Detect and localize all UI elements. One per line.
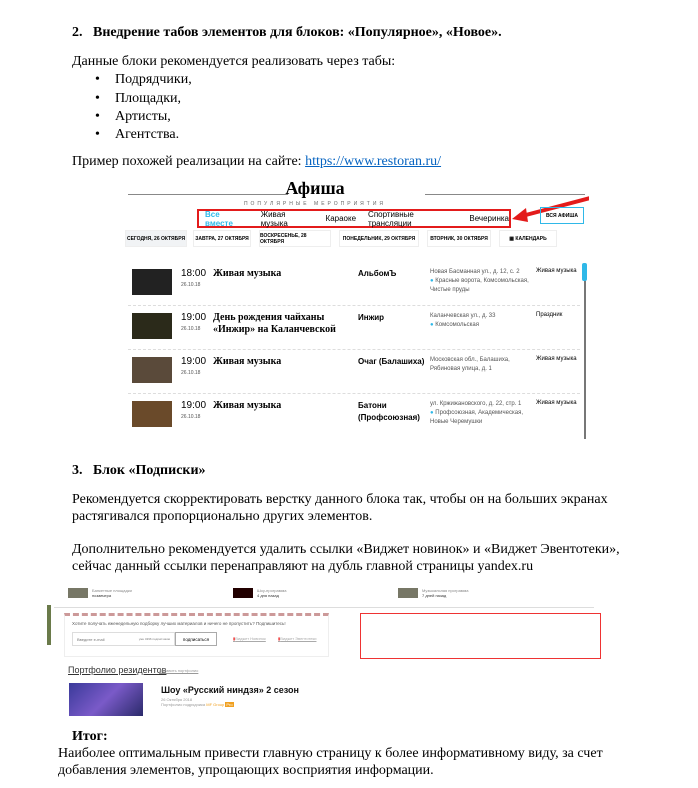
day-tuesday[interactable]: ВТОРНИК, 30 ОКТЯБРЯ — [427, 230, 491, 247]
empty-area-highlight — [360, 613, 601, 659]
event-time: 18:00 — [181, 268, 207, 279]
widget-eventoteka-link[interactable]: ▮Виджет Эвентотеки — [278, 636, 317, 641]
event-title[interactable]: Живая музыка — [213, 400, 282, 411]
event-image — [132, 313, 172, 339]
event-image — [132, 269, 172, 295]
feed-item[interactable]: Музыкальная программа 7 дней назад — [422, 588, 469, 598]
list-item: • Площадки, — [95, 91, 181, 107]
tab-party[interactable]: Вечеринка — [469, 214, 509, 223]
scrollbar[interactable] — [584, 266, 586, 439]
summary-title: Итог: — [72, 729, 108, 744]
event-title[interactable]: День рождения чайханы «Инжир» на Каланчевской — [213, 312, 336, 335]
event-address: Каланчевская ул., д. 33 ● Комсомольская — [430, 313, 496, 328]
all-afisha-button[interactable]: ВСЯ АФИША — [540, 207, 584, 224]
email-input[interactable]: Введите e-mail уже 4396 подписчиков — [72, 632, 175, 646]
list-item: • Подрядчики, — [95, 72, 192, 88]
tabs-highlight — [197, 209, 511, 228]
widget-new-link[interactable]: ▮Виджет Новинок — [233, 636, 266, 641]
show-image — [69, 683, 143, 716]
summary-text: добавления элементов, упрощающих восприятия информации. — [58, 763, 434, 778]
event-address: ул. Кржижановского, д. 22, стр. 1 ● Профсоюзная, Академическая, Новые Черемушки — [430, 401, 523, 425]
event-date: 26.10.18 — [181, 370, 201, 376]
tab-sports[interactable]: Спортивные трансляции — [368, 209, 414, 228]
event-row[interactable] — [128, 394, 580, 438]
event-venue[interactable]: Батони (Профсоюзная) — [358, 401, 420, 422]
paragraph: Рекомендуется скорректировать верстку данного блока так, чтобы он на больших экранах — [72, 492, 608, 507]
event-row[interactable] — [128, 262, 580, 306]
feed-item[interactable]: Шоу-программа 4 дня назад — [257, 588, 287, 598]
example-line: Пример похожей реализации на сайте: https://www.restoran.ru/ — [72, 154, 442, 169]
event-row[interactable] — [128, 306, 580, 350]
event-category: Живая музыка — [536, 356, 577, 362]
subscribe-text: Хотите получать еженедельную подборку лучших материалов и ничего не пропустить? Подпишитесь! — [72, 621, 286, 626]
day-tomorrow[interactable]: ЗАВТРА, 27 ОКТЯБРЯ — [193, 230, 251, 247]
paragraph: Дополнительно рекомендуется удалить ссылки «Виджет новинок» и «Виджет Эвентотеки», — [72, 542, 620, 557]
section-3-heading: 3. Блок «Подписки» — [72, 463, 206, 478]
event-venue[interactable]: АльбомЪ — [358, 269, 397, 278]
add-portfolio-link[interactable]: Добавить портфолио — [159, 668, 199, 673]
feed-item[interactable]: Банкетные площадки позавчера — [92, 588, 132, 598]
calendar-icon: ▦ — [509, 235, 516, 242]
subscription-screenshot — [47, 585, 611, 716]
event-category: Живая музыка — [536, 400, 577, 406]
event-venue[interactable]: Инжир — [358, 313, 385, 322]
event-title[interactable]: Живая музыка — [213, 356, 282, 367]
show-title[interactable]: Шоу «Русский ниндзя» 2 сезон — [161, 685, 299, 695]
show-meta: Портфолио подрядчика MF Group Pro — [161, 702, 233, 707]
event-category: Праздник — [536, 312, 563, 318]
tab-all[interactable]: Все вместе — [205, 209, 233, 228]
restoran-screenshot — [125, 178, 589, 439]
section-2-intro: Данные блоки рекомендуется реализовать через табы: — [72, 54, 396, 69]
subscribe-box — [64, 613, 329, 657]
event-image — [132, 357, 172, 383]
event-date: 26.10.18 — [181, 326, 201, 332]
event-venue[interactable]: Очаг (Балашиха) — [358, 357, 425, 366]
tab-karaoke[interactable]: Караоке — [325, 214, 357, 223]
event-time: 19:00 — [181, 400, 207, 411]
pro-badge: Pro — [226, 702, 233, 707]
list-item: • Агентства. — [95, 127, 179, 143]
example-link[interactable]: https://www.restoran.ru/ — [305, 154, 442, 169]
event-date: 26.10.18 — [181, 414, 201, 420]
paragraph: растягивался пропорционально других элементов. — [72, 509, 373, 524]
event-category: Живая музыка — [536, 268, 577, 274]
event-row[interactable] — [128, 350, 580, 394]
summary-text: Наиболее оптимальным привести главную страницу к более информативному виду, за счет — [58, 746, 603, 761]
subscribe-button[interactable]: подписаться — [175, 632, 217, 646]
day-sunday[interactable]: ВОСКРЕСЕНЬЕ, 28 ОКТЯБРЯ — [259, 230, 331, 247]
portfolio-title[interactable]: Портфолио резидентов — [68, 665, 167, 675]
scrollbar-thumb[interactable] — [582, 263, 587, 281]
event-image — [132, 401, 172, 427]
event-time: 19:00 — [181, 356, 207, 367]
event-address: Московская обл., Балашиха, Рябиновая улица, д. 1 — [430, 357, 510, 372]
event-address: Новая Басманная ул., д. 12, с. 2 ● Красные ворота, Комсомольская, Чистые пруды — [430, 269, 529, 293]
tab-live-music[interactable]: Живая музыка — [260, 209, 288, 228]
list-item: • Артисты, — [95, 109, 171, 125]
day-monday[interactable]: ПОНЕДЕЛЬНИК, 29 ОКТЯБРЯ — [339, 230, 419, 247]
paragraph: сейчас данный ссылки перенаправляют на дубль главной страницы yandex.ru — [72, 559, 534, 574]
section-2-heading: 2. Внедрение табов элементов для блоков: «Популярное», «Новое». — [72, 25, 502, 40]
show-date: 26 Октября 2018 — [161, 697, 193, 702]
event-title[interactable]: Живая музыка — [213, 268, 282, 279]
event-time: 19:00 — [181, 312, 207, 323]
day-today[interactable]: СЕГОДНЯ, 26 ОКТЯБРЯ — [125, 230, 187, 247]
afisha-subtitle: ПОПУЛЯРНЫЕ МЕРОПРИЯТИЯ — [243, 201, 387, 207]
calendar-button[interactable]: ▦ КАЛЕНДАРЬ — [499, 230, 557, 247]
event-date: 26.10.18 — [181, 282, 201, 288]
afisha-title: Афиша — [285, 178, 345, 198]
